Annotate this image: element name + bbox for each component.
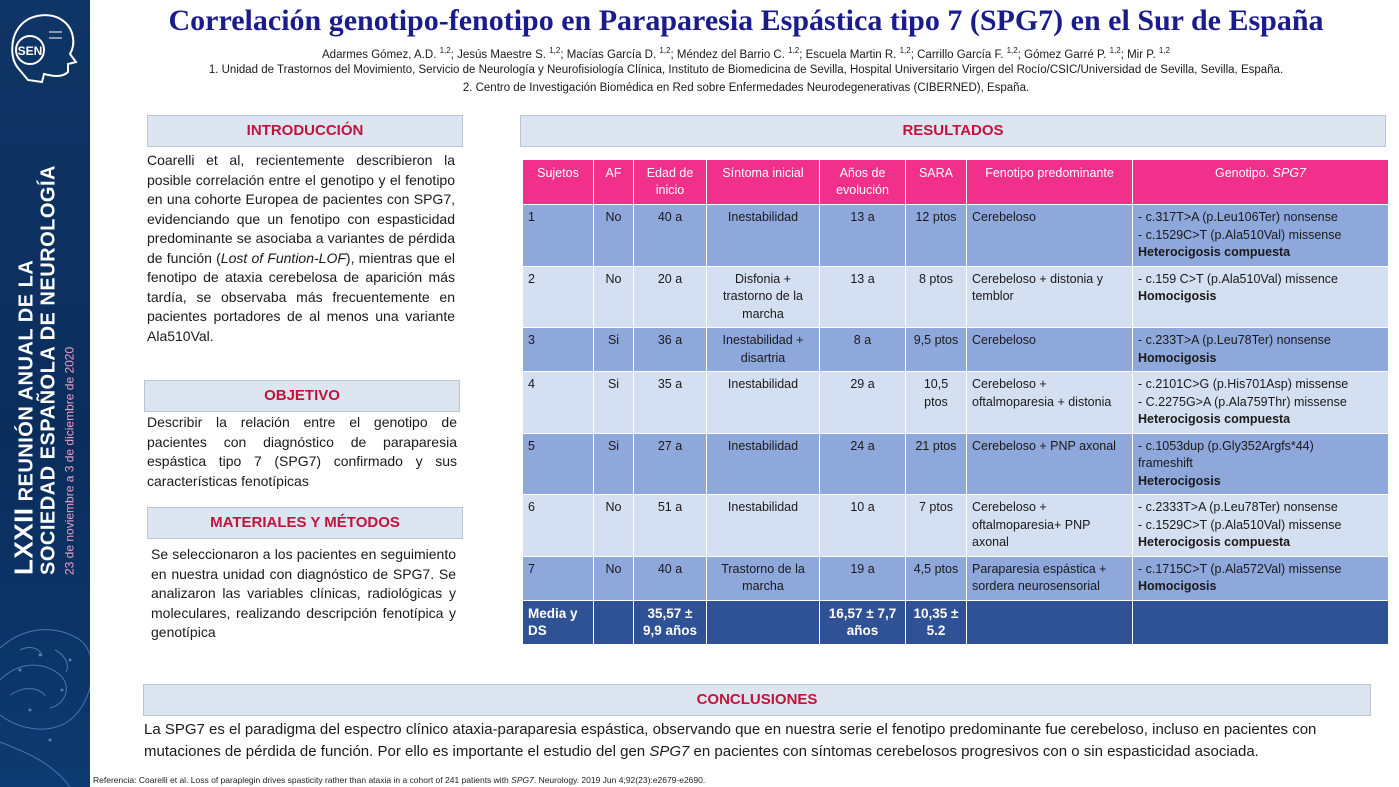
mean-sintoma [707, 600, 820, 644]
cell-edad: 51 a [634, 495, 707, 557]
cell-sintoma: Inestabilidad [707, 433, 820, 495]
col-sujetos: Sujetos [523, 160, 594, 205]
cell-genotipo [1133, 495, 1389, 557]
col-edad: Edad de inicio [634, 160, 707, 205]
author-affiliation-sup: 1,2 [788, 46, 800, 55]
mean-edad: 35,57 ± 9,9 años [634, 600, 707, 644]
zygosity: Heterocigosis compuesta [1138, 412, 1291, 426]
results-table [522, 159, 1389, 645]
event-sidebar [0, 0, 90, 787]
cell-sintoma: Trastorno de la marcha [707, 556, 820, 600]
mean-row [523, 600, 1389, 644]
conclusiones-text: La SPG7 es el paradigma del espectro clínico ataxia-paraparesia espástica, observando que en nuestra serie el fenotipo predominante fue cerebeloso, incluso en pacientes con mutaciones de pérdida de función. Por ello es importante el estudio del gen SPG7 en pacientes con síntomas cerebelosos progresivos con o sin espasticidad asociada. [144, 721, 1317, 760]
objetivo-heading: OBJETIVO [144, 380, 460, 412]
cell-sara: 8 ptos [906, 266, 967, 328]
cell-sara: 21 ptos [906, 433, 967, 495]
reference: Referencia: Coarelli et al. Loss of paraplegin drives spasticity rather than ataxia in a cohort of 241 patients with SPG7. Neurology. 2019 Jun 4;92(23):e2679-e2690. [93, 775, 706, 785]
table-row [523, 266, 1389, 328]
col-genotipo: Genotipo. SPG7 [1133, 160, 1389, 205]
results-body [523, 205, 1389, 645]
cell-edad: 40 a [634, 205, 707, 267]
author: Méndez del Barrio C. [676, 48, 785, 61]
objetivo-text: Describir la relación entre el genotipo de pacientes con diagnóstico de paraparesia espástica tipo 7 (SPG7) confirmado y sus características fenotípicas [147, 414, 457, 489]
cell-genotipo [1133, 372, 1389, 434]
cell-genotipo [1133, 266, 1389, 328]
col-anios: Años de evolución [820, 160, 906, 205]
cell-genotipo [1133, 328, 1389, 372]
col-fenotipo: Fenotipo predominante [967, 160, 1133, 205]
cell-af: Si [594, 433, 634, 495]
zygosity: Heterocigosis [1138, 473, 1221, 488]
cell-sintoma: Inestabilidad [707, 372, 820, 434]
cell-sara: 9,5 ptos [906, 328, 967, 372]
cell-sujeto: 7 [523, 556, 594, 600]
variant-line: - C.2275G>A (p.Ala759Thr) missense [1138, 394, 1347, 409]
cell-anios: 8 a [820, 328, 906, 372]
cell-anios: 10 a [820, 495, 906, 557]
cell-af: Si [594, 328, 634, 372]
table-row [523, 433, 1389, 495]
cell-anios: 24 a [820, 433, 906, 495]
table-row [523, 328, 1389, 372]
author: Gómez Garré P. [1024, 48, 1107, 61]
cell-genotipo [1133, 205, 1389, 267]
conclusiones-heading: CONCLUSIONES [143, 684, 1371, 716]
authors-line: Adarmes Gómez, A.D. $^{1,2}$; Jesús Maestre S. $^{1,2}$; Macías García D. $^{1,2}$; Méndez del Barrio C. $^{1,2}$; Escuela Martin R. $^{1,2}$; Carrillo García F. $^{1,2}$; Gómez Garré P. $^{1,2}$; Mir P. $^{1,2}$ [322, 46, 1170, 61]
cell-sujeto: 3 [523, 328, 594, 372]
materiales-text: Se seleccionaron a los pacientes en seguimiento en nuestra unidad con diagnóstico de SPG7. Se analizaron las variables clínicas, radiológicas y moleculares, realizando descripción fenotípica y genotípica [151, 546, 456, 640]
author: Jesús Maestre S. [457, 48, 546, 61]
zygosity: Heterocigosis compuesta [1138, 535, 1291, 549]
event-info [8, 165, 78, 575]
cell-anios: 13 a [820, 266, 906, 328]
cell-fenotipo: Cerebeloso + PNP axonal [967, 433, 1133, 495]
event-line1: REUNIÓN ANUAL DE LA [15, 259, 38, 502]
event-dates: 23 de noviembre a 3 de diciembre de 2020 [62, 346, 77, 575]
cell-sara: 7 ptos [906, 495, 967, 557]
event-line2: SOCIEDAD ESPAÑOLA DE NEUROLOGÍA [37, 165, 60, 575]
mean-anios: 16,57 ± 7,7 años [820, 600, 906, 644]
resultados-heading: RESULTADOS [520, 115, 1386, 147]
table-row [523, 372, 1389, 434]
cell-edad: 36 a [634, 328, 707, 372]
cell-sujeto: 2 [523, 266, 594, 328]
affiliation-1: 1. Unidad de Trastornos del Movimiento, Servicio de Neurología y Neurofisiología Clínica, Instituto de Biomedicina de Sevilla, Hospital Universitario Virgen del Rocío/CSIC/Universidad de Sevilla, Sevilla, España. [208, 64, 1284, 76]
cell-edad: 35 a [634, 372, 707, 434]
mean-sara: 10,35 ± 5.2 [906, 600, 967, 644]
cell-fenotipo: Cerebeloso + oftalmoparesia + distonia [967, 372, 1133, 434]
cell-edad: 20 a [634, 266, 707, 328]
author-affiliation-sup: 1,2 [1109, 46, 1121, 55]
cell-genotipo [1133, 556, 1389, 600]
table-row [523, 205, 1389, 267]
cell-fenotipo: Cerebeloso [967, 328, 1133, 372]
cell-sintoma: Inestabilidad + disartria [707, 328, 820, 372]
cell-sujeto: 6 [523, 495, 594, 557]
variant-line: - c.1529C>T (p.Ala510Val) missense [1138, 227, 1342, 242]
zygosity: Heterocigosis compuesta [1138, 245, 1291, 259]
col-sara: SARA [906, 160, 967, 205]
cell-sara: 4,5 ptos [906, 556, 967, 600]
author-affiliation-sup: 1,2 [549, 46, 561, 55]
variant-line: - c.1053dup (p.Gly352Argfs*44) [1138, 438, 1314, 453]
zygosity: Homocigosis [1138, 289, 1217, 303]
variant-line: - c.159 C>T (p.Ala510Val) missence [1138, 271, 1338, 286]
event-number: LXXII [8, 507, 39, 575]
cell-sintoma: Inestabilidad [707, 495, 820, 557]
cell-genotipo [1133, 433, 1389, 495]
results-header-row [523, 160, 1389, 205]
author: Macías García D. [566, 48, 657, 61]
variant-line: - c.1529C>T (p.Ala510Val) missense [1138, 517, 1342, 532]
cell-fenotipo: Cerebeloso [967, 205, 1133, 267]
introduccion-text: Coarelli et al, recientemente describieron la posible correlación entre el genotipo y el fenotipo en una cohorte Europea de pacientes con SPG7, evidenciando que un fenotipo con espasticidad predominante se asociaba a variantes de pérdida de función (Lost of Funtion-LOF), mientras que el fenotipo de ataxia cerebelosa de aparición más tardía, se observaba más frecuentemente en pacientes portadores de al menos una variante Ala510Val. [147, 152, 455, 344]
author-affiliation-sup: 1,2 [1006, 46, 1018, 55]
table-row [523, 556, 1389, 600]
mean-fenotipo [967, 600, 1133, 644]
table-row [523, 495, 1389, 557]
cell-sintoma: Disfonia + trastorno de la marcha [707, 266, 820, 328]
author: Mir P. [1127, 48, 1156, 61]
brain-illustration [0, 600, 90, 787]
cell-fenotipo: Cerebeloso + oftalmoparesia+ PNP axonal [967, 495, 1133, 557]
author-affiliation-sup: 1,2 [1158, 46, 1170, 55]
author-affiliation-sup: 1,2 [439, 46, 451, 55]
sen-logo-text: SEN [17, 44, 43, 58]
col-af: AF [594, 160, 634, 205]
variant-line: - c.317T>A (p.Leu106Ter) nonsense [1138, 210, 1338, 224]
cell-anios: 19 a [820, 556, 906, 600]
author: Adarmes Gómez, A.D. [322, 48, 437, 61]
zygosity: Homocigosis [1138, 350, 1217, 365]
zygosity: Homocigosis [1138, 579, 1217, 593]
cell-af: No [594, 556, 634, 600]
cell-sara: 12 ptos [906, 205, 967, 267]
cell-anios: 29 a [820, 372, 906, 434]
variant-line: frameshift [1138, 456, 1193, 470]
author: Escuela Martin R. [805, 48, 897, 61]
variant-line: - c.1715C>T (p.Ala572Val) missense [1138, 561, 1342, 576]
cell-fenotipo: Cerebeloso + distonia y temblor [967, 266, 1133, 328]
mean-af [594, 600, 634, 644]
affiliation-2: 2. Centro de Investigación Biomédica en Red sobre Enfermedades Neurodegenerativas (CIBERNED), España. [462, 82, 1030, 94]
cell-sara: 10,5 ptos [906, 372, 967, 434]
sen-logo [4, 8, 84, 88]
author-affiliation-sup: 1,2 [899, 46, 911, 55]
cell-sujeto: 1 [523, 205, 594, 267]
mean-label: Media y DS [523, 600, 594, 644]
variant-line: - c.2333T>A (p.Leu78Ter) nonsense [1138, 500, 1338, 514]
poster-title: Correlación genotipo-fenotipo en Paraparesia Espástica tipo 7 (SPG7) en el Sur de España [168, 4, 1324, 37]
cell-anios: 13 a [820, 205, 906, 267]
introduccion-heading: INTRODUCCIÓN [147, 115, 463, 147]
variant-line: - c.2101C>G (p.His701Asp) missense [1138, 377, 1349, 391]
cell-af: No [594, 495, 634, 557]
cell-af: No [594, 266, 634, 328]
cell-af: Si [594, 372, 634, 434]
cell-edad: 27 a [634, 433, 707, 495]
author-affiliation-sup: 1,2 [659, 46, 671, 55]
mean-genotipo [1133, 600, 1389, 644]
materiales-heading: MATERIALES Y MÉTODOS [147, 507, 463, 539]
cell-sujeto: 4 [523, 372, 594, 434]
cell-edad: 40 a [634, 556, 707, 600]
variant-line: - c.233T>A (p.Leu78Ter) nonsense [1138, 333, 1331, 347]
cell-fenotipo: Paraparesia espástica + sordera neurosensorial [967, 556, 1133, 600]
cell-sujeto: 5 [523, 433, 594, 495]
col-sintoma: Síntoma inicial [707, 160, 820, 205]
cell-af: No [594, 205, 634, 267]
author: Carrillo García F. [917, 48, 1004, 61]
cell-sintoma: Inestabilidad [707, 205, 820, 267]
